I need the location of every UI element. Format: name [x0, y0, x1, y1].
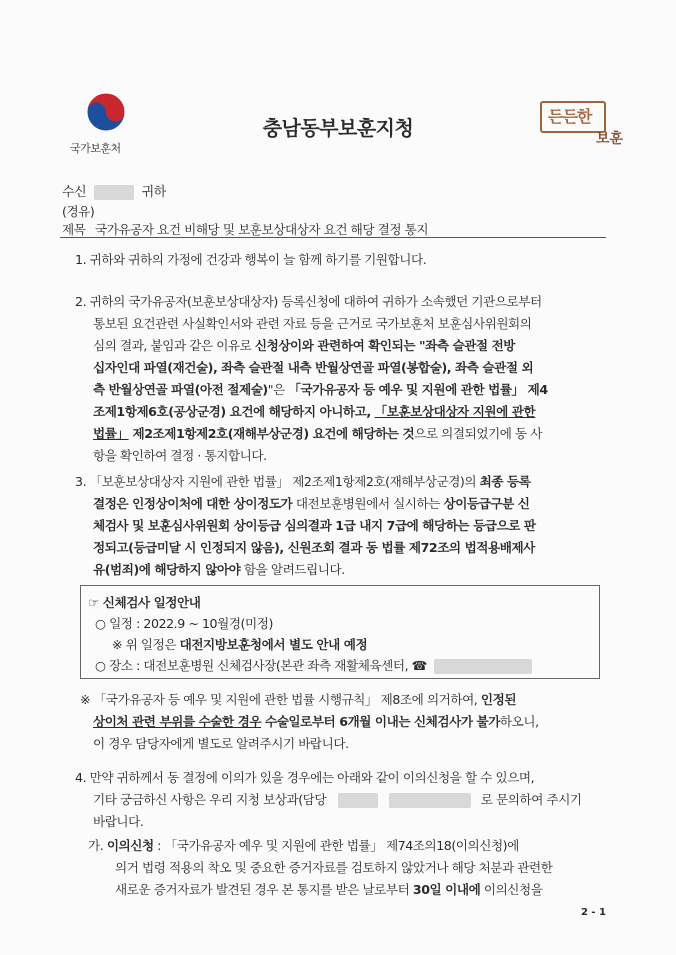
para2-line2: 통보된 요건관련 사실확인서와 관련 자료 등을 근거로 국가보훈처 보훈심사위원회의: [93, 316, 532, 331]
recipient-line: [62, 181, 166, 200]
para2-line6: 조제1항제6호(공상군경) 요건에 해당하지 아니하고, 「보훈보상대상자 지원에 관한: [93, 404, 536, 419]
schedule-title: ☞ 신체검사 일정안내: [88, 595, 201, 610]
schedule-date: ○ 일정 : 2022.9 ~ 10월경(미정): [95, 616, 273, 631]
para2-line7: 법률」 제2조제1항제2호(재해부상군경) 요건에 해당하는 것으로 의결되었기에 동 사: [93, 426, 543, 441]
para2-line8: 항을 확인하여 결정 · 통지합니다.: [93, 448, 267, 463]
para1: 1. 귀하와 귀하의 가정에 건강과 행복이 늘 함께 하기를 기원합니다.: [75, 252, 427, 267]
redacted-staff-1: [338, 793, 378, 808]
recipient-suffix: 귀하: [141, 185, 166, 200]
redacted-phone: [434, 659, 532, 674]
para3-line1: 3. 「보훈보상대상자 지원에 관한 법률」 제2조제1항제2호(재해부상군경)의 최종 등록: [75, 474, 531, 489]
slogan-sub: 보훈: [596, 131, 624, 147]
office-title: 충남동부보훈지청: [262, 116, 414, 140]
para3-line2: 결정은 인정상이처에 대한 상이정도가 대전보훈병원에서 실시하는 상이등급구분 신: [93, 496, 530, 511]
para4-line2: 기타 궁금하신 사항은 우리 지청 보상과(담당 로 문의하여 주시기: [93, 792, 582, 807]
subject-text: 국가유공자 요건 비해당 및 보훈보상대상자 요건 해당 결정 통지: [95, 222, 429, 237]
notice-line2: 상이처 관련 부위를 수술한 경우 수술일로부터 6개월 이내는 신체검사가 불가하오니,: [93, 714, 539, 729]
subject-line: [62, 219, 428, 238]
para2-line1: 2. 귀하의 국가유공자(보훈보상대상자) 등록신청에 대하여 귀하가 소속했던 기관으로부터: [75, 294, 542, 309]
para3-line3: 체검사 및 보훈심사위원회 상이등급 심의결과 1급 내지 7급에 해당하는 등급으로 판: [93, 518, 536, 533]
para4-line1: 4. 만약 귀하께서 동 결정에 이의가 있을 경우에는 아래와 같이 이의신청을 할 수 있으며,: [75, 770, 535, 785]
notice-line3: 이 경우 담당자에게 별도로 알려주시기 바랍니다.: [93, 736, 349, 751]
para4-line3: 바랍니다.: [93, 814, 144, 829]
redacted-staff-2: [389, 793, 471, 808]
schedule-place: ○ 장소 : 대전보훈병원 신체검사장(본관 좌측 재활체육센터, ☎: [95, 655, 532, 674]
para3-line5: 유(범죄)에 해당하지 않아야 함을 알려드립니다.: [93, 562, 345, 577]
via-line: (경유): [62, 204, 95, 219]
redacted-name: [94, 185, 134, 200]
schedule-note: ※ 위 일정은 대전지방보훈청에서 별도 안내 예정: [112, 637, 368, 652]
para2-line3: 심의 결과, 붙임과 같은 이유로 신청상이와 관련하여 확인되는 "좌측 슬관절 전방: [93, 338, 516, 353]
para2-line4: 십자인대 파열(재건술), 좌측 슬관절 내측 반월상연골 파열(봉합술), 좌측 슬관절 외: [93, 360, 534, 375]
para2-line5: 측 반월상연골 파열(아전 절제술)"은 「국가유공자 등 예우 및 지원에 관한 법률」 제4: [93, 382, 548, 397]
slogan-main: 든든한: [548, 107, 592, 126]
notice-line1: ※ 「국가유공자 등 예우 및 지원에 관한 법률 시행규칙」 제8조에 의거하여, 인정된: [80, 692, 517, 707]
recipient-label: 수신: [62, 185, 87, 200]
objection-line2: 의거 법령 적용의 착오 및 중요한 증거자료를 검토하지 않았거나 해당 처분과 관련한: [115, 860, 553, 875]
page-number: 2 - 1: [580, 907, 606, 918]
para3-line4: 정되고(등급미달 시 인정되지 않음), 신원조회 결과 동 법률 제72조의 법적용배제사: [93, 540, 535, 555]
objection-line3: 새로운 증거자료가 발견된 경우 본 통지를 받은 날로부터 30일 이내에 이의신청을: [115, 882, 543, 897]
org-name: 국가보훈처: [70, 142, 121, 155]
objection-line1: 가. 이의신청 : 「국가유공자 예우 및 지원에 관한 법률」 제74조의18(이의신청)에: [88, 838, 519, 853]
slogan-logo: [540, 93, 630, 148]
subject-divider: [60, 237, 606, 238]
subject-label: 제목: [62, 222, 86, 237]
